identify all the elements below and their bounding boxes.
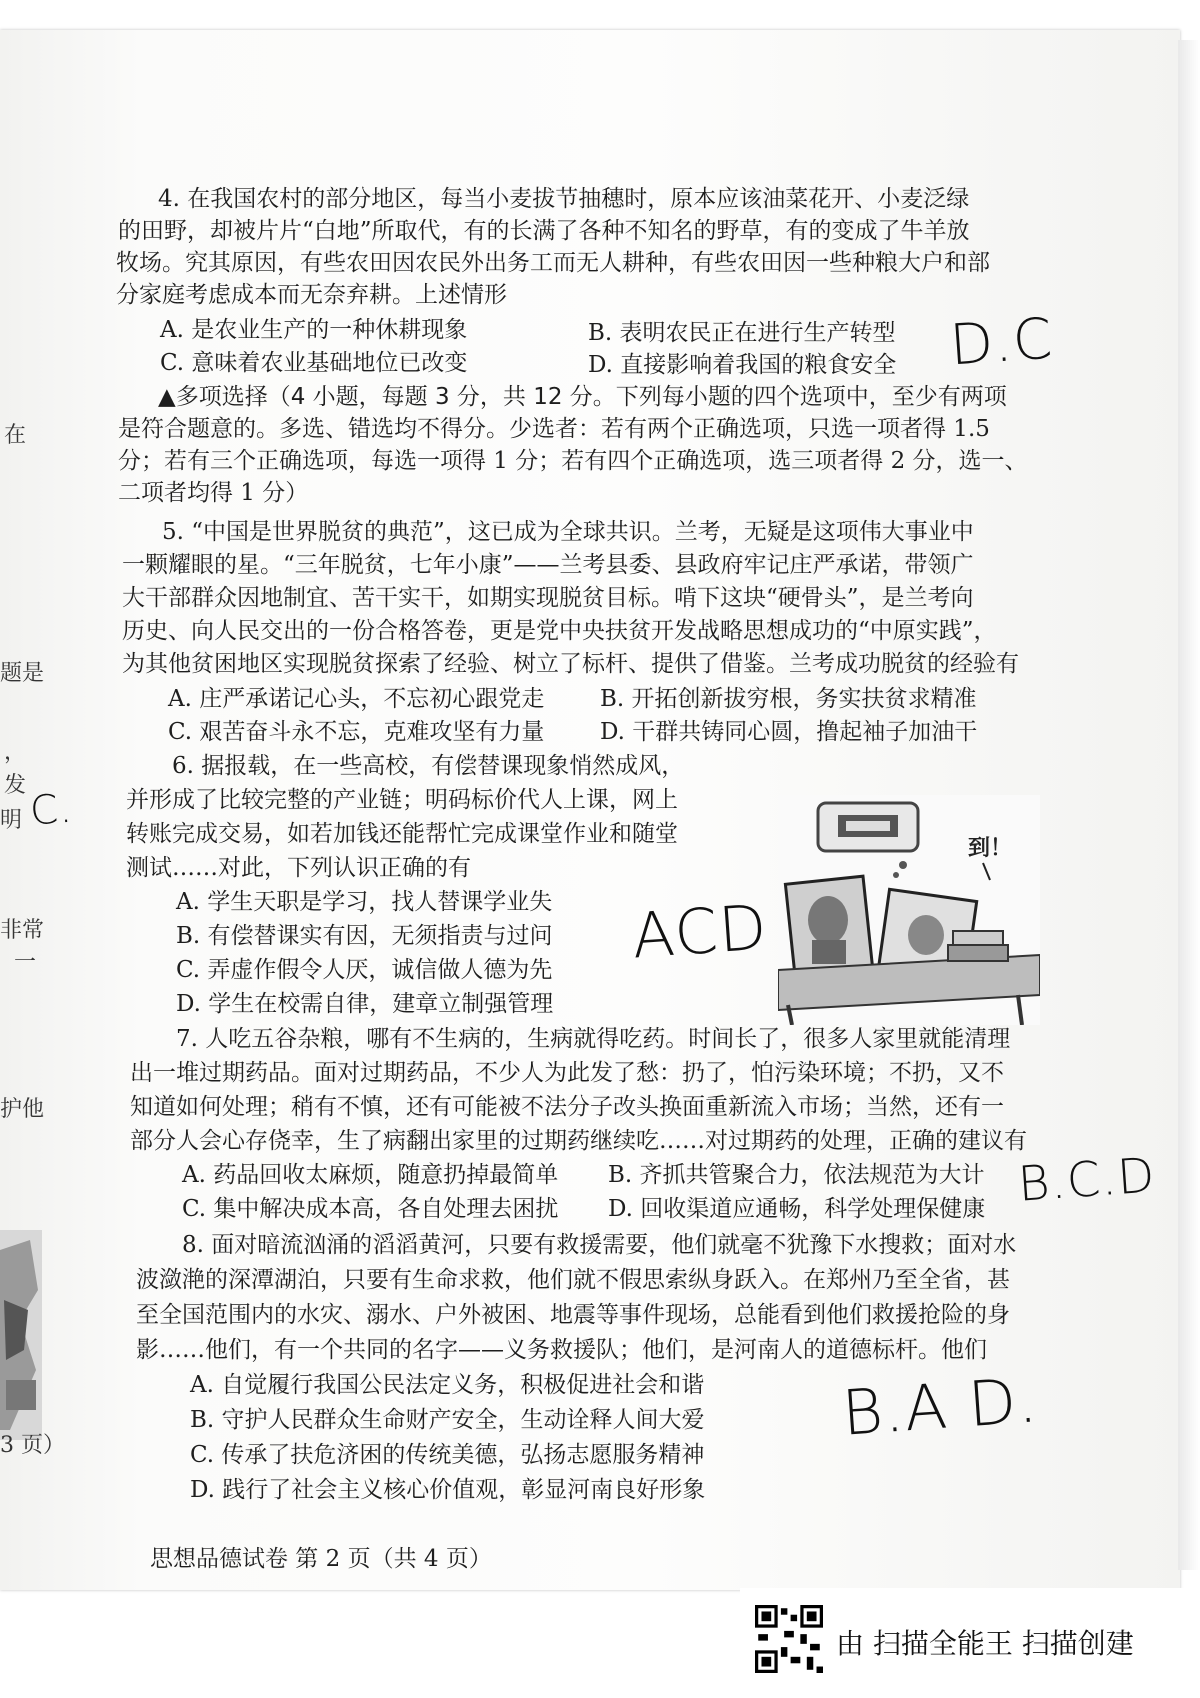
left-margin-cartoon-image: [0, 1230, 42, 1440]
q8-stem-line: 至全国范围内的水灾、溺水、户外被困、地震等事件现场，总能看到他们救援抢险的身: [136, 1302, 1010, 1328]
watermark-text: 由 扫描全能王 扫描创建: [836, 1627, 1134, 1660]
left-margin-fragment: 明: [0, 808, 23, 833]
q8-handwritten-answer: B.A D.: [839, 1363, 1041, 1450]
q7-option-b: B. 齐抓共管聚合力，依法规范为大计: [608, 1162, 985, 1188]
q4-option-c: C. 意味着农业基础地位已改变: [160, 350, 468, 376]
left-margin-fragment: 护他: [0, 1097, 45, 1122]
qr-code-icon: [755, 1605, 823, 1673]
section-header-line: ▲多项选择（4 小题，每题 3 分，共 12 分。下列每小题的四个选项中，至少有两项: [158, 384, 1007, 410]
left-margin-fragment: 一: [14, 950, 37, 975]
q5-option-c: C. 艰苦奋斗永不忘，克难攻坚有力量: [168, 719, 545, 745]
q8-option-b: B. 守护人民群众生命财产安全，生动诠释人间大爱: [190, 1407, 705, 1433]
q8-option-d: D. 践行了社会主义核心价值观，彰显河南良好形象: [190, 1477, 706, 1503]
q4-option-a: A. 是农业生产的一种休耕现象: [160, 317, 468, 343]
left-margin-fragment: 发: [4, 773, 27, 798]
q6-handwritten-answer: ACD: [629, 890, 770, 973]
q7-option-c: C. 集中解决成本高，各自处理去困扰: [182, 1196, 559, 1222]
q7-option-a: A. 药品回收太麻烦，随意扔掉最简单: [182, 1162, 559, 1188]
q6-option-a: A. 学生天职是学习，找人替课学业失: [176, 889, 553, 915]
q5-option-a: A. 庄严承诺记心头，不忘初心跟党走: [168, 686, 545, 712]
q7-stem-line: 7. 人吃五谷杂粮，哪有不生病的，生病就得吃药。时间长了，很多人家里就能清理: [176, 1026, 1011, 1052]
q8-stem-line: 影……他们，有一个共同的名字——义务救援队；他们，是河南人的道德标杆。他们: [136, 1337, 987, 1363]
q8-option-a: A. 自觉履行我国公民法定义务，积极促进社会和谐: [190, 1372, 705, 1398]
q6-cartoon-caption: 到！: [968, 836, 1013, 861]
q4-option-b: B. 表明农民正在进行生产转型: [588, 320, 896, 346]
q4-stem-line: 4. 在我国农村的部分地区，每当小麦拔节抽穗时，原本应该油菜花开、小麦泛绿: [158, 186, 970, 212]
q5-stem-line: 5. “中国是世界脱贫的典范”，这已成为全球共识。兰考，无疑是这项伟大事业中: [162, 519, 974, 545]
q6-option-b: B. 有偿替课实有因，无须指责与过问: [176, 923, 553, 949]
left-margin-fragment: ，: [4, 740, 27, 765]
q4-option-d: D. 直接影响着我国的粮食安全: [588, 352, 897, 378]
q6-stem-line: 并形成了比较完整的产业链；明码标价代人上课，网上: [126, 787, 678, 813]
q5-option-d: D. 干群共铸同心圆，撸起袖子加油干: [600, 719, 978, 745]
q6-stem-line: 测试……对此，下列认识正确的有: [126, 855, 471, 881]
q6-option-c: C. 弄虚作假令人厌，诚信做人德为先: [176, 957, 553, 983]
paper-right-edge: [1178, 40, 1200, 1570]
q8-option-c: C. 传承了扶危济困的传统美德，弘扬志愿服务精神: [190, 1442, 705, 1468]
q7-stem-line: 部分人会心存侥幸，生了病翻出家里的过期药继续吃……对过期药的处理，正确的建议有: [130, 1128, 1027, 1154]
left-margin-fragment: 在: [4, 423, 27, 448]
q6-stem-line: 6. 据报载，在一些高校，有偿替课现象悄然成风，: [172, 753, 685, 779]
left-margin-fragment: 非常: [0, 918, 45, 943]
q7-option-d: D. 回收渠道应通畅，科学处理保健康: [608, 1196, 986, 1222]
q8-stem-line: 8. 面对暗流汹涌的滔滔黄河，只要有救援需要，他们就毫不犹豫下水搜救；面对水: [182, 1232, 1017, 1258]
q5-stem-line: 大干部群众因地制宜、苦干实干，如期实现脱贫目标。啃下这块“硬骨头”，是兰考向: [122, 585, 974, 611]
q7-stem-line: 出一堆过期药品。面对过期药品，不少人为此发了愁：扔了，怕污染环境；不扔，又不: [130, 1060, 1004, 1086]
left-margin-fragment: 3 页）: [0, 1433, 65, 1458]
q4-stem-line: 分家庭考虑成本而无奈弃耕。上述情形: [116, 282, 507, 308]
section-instructions-line: 是符合题意的。多选、错选均不得分。少选者：若有两个正确选项，只选一项者得 1.5: [118, 416, 990, 442]
q6-cartoon-image: [778, 795, 1040, 1025]
q5-option-b: B. 开拓创新拔穷根，务实扶贫求精准: [600, 686, 977, 712]
q6-option-d: D. 学生在校需自律，建章立制强管理: [176, 991, 554, 1017]
q7-handwritten-answer: B.C.D: [1016, 1147, 1158, 1213]
q4-stem-line: 牧场。究其原因，有些农田因农民外出务工而无人耕种，有些农田因一些种粮大户和部: [116, 250, 990, 276]
q6-stem-line: 转账完成交易，如若加钱还能帮忙完成课堂作业和随堂: [126, 821, 678, 847]
q8-stem-line: 波潋滟的深潭湖泊，只要有生命求救，他们就不假思索纵身跃入。在郑州乃至全省，甚: [136, 1267, 1010, 1293]
q5-stem-line: 一颗耀眼的星。“三年脱贫，七年小康”——兰考县委、县政府牢记庄严承诺，带领广: [122, 552, 974, 578]
q4-handwritten-answer: D.C: [947, 306, 1056, 379]
section-instructions-line: 二项者均得 1 分）: [118, 480, 309, 506]
q4-stem-line: 的田野，却被片片“白地”所取代，有的长满了各种不知名的野草，有的变成了牛羊放: [118, 218, 970, 244]
q7-stem-line: 知道如何处理；稍有不慎，还有可能被不法分子改头换面重新流入市场；当然，还有一: [130, 1094, 1004, 1120]
q5-stem-line: 为其他贫困地区实现脱贫探索了经验、树立了标杆、提供了借鉴。兰考成功脱贫的经验有: [122, 651, 1019, 677]
left-margin-handwritten-answer: C.: [28, 785, 75, 835]
left-margin-fragment: 题是: [0, 661, 45, 686]
q5-stem-line: 历史、向人民交出的一份合格答卷，更是党中央扶贫开发战略思想成功的“中原实践”，: [122, 618, 997, 644]
page-footer: 思想品德试卷 第 2 页（共 4 页）: [150, 1546, 492, 1572]
section-instructions-line: 分；若有三个正确选项，每选一项得 1 分；若有四个正确选项，选三项者得 2 分，选一、: [118, 448, 1028, 474]
